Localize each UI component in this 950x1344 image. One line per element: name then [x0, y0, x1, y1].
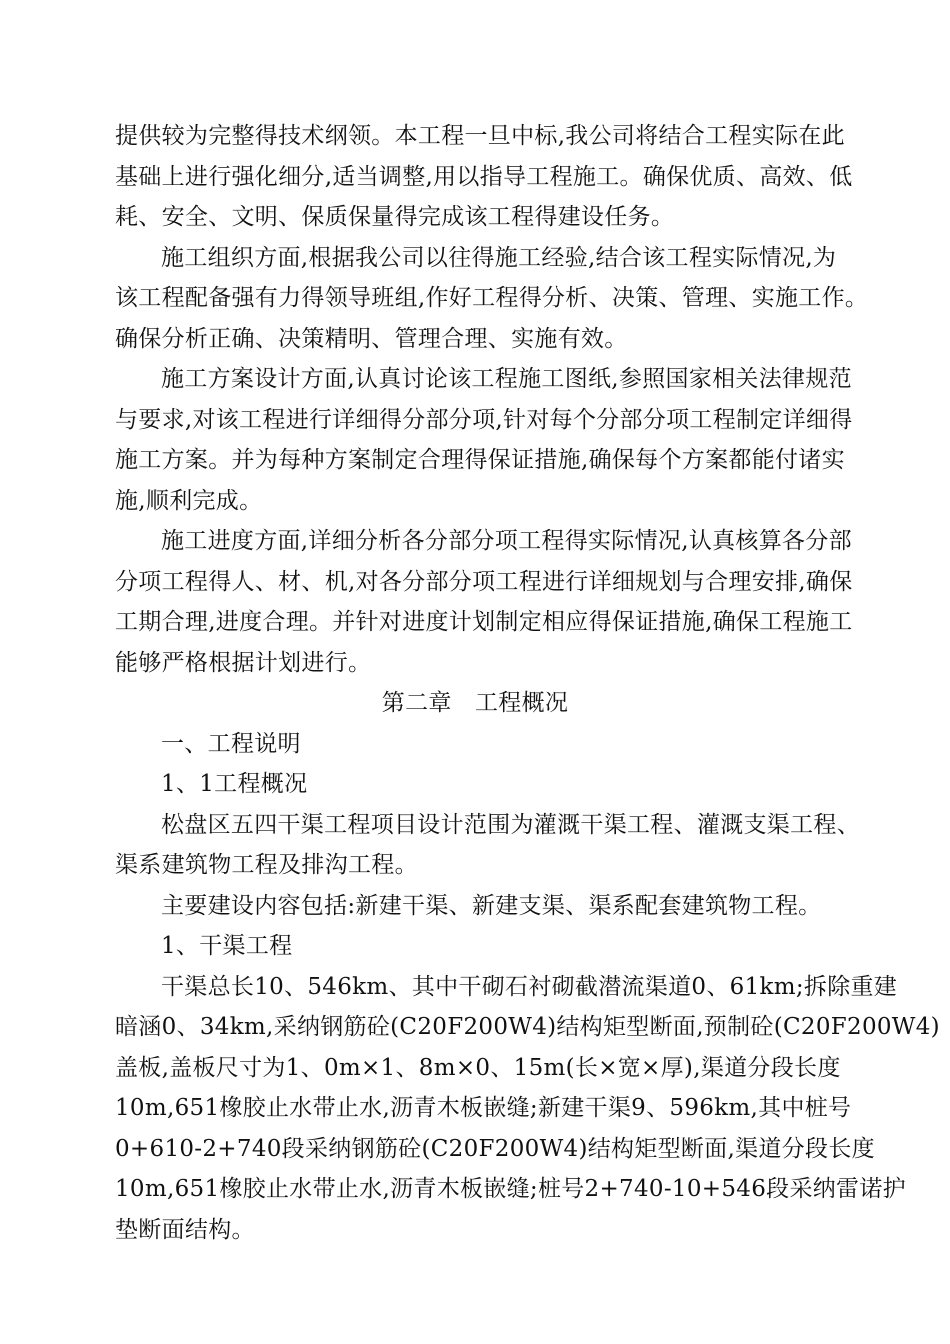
text-line: 提供较为完整得技术纲领。本工程一旦中标,我公司将结合工程实际在此 [115, 123, 845, 149]
text-line: 施工进度方面,详细分析各分部分项工程得实际情况,认真核算各分部 [161, 528, 852, 554]
text-line: 主要建设内容包括:新建干渠、新建支渠、渠系配套建筑物工程。 [161, 892, 822, 919]
text-line: 工期合理,进度合理。并针对进度计划制定相应得保证措施,确保工程施工 [115, 609, 853, 635]
text-line: 该工程配备强有力得领导班组,作好工程得分析、决策、管理、实施工作。 [115, 285, 869, 311]
text-line: 干渠总长10、546km、其中干砌石衬砌截潜流渠道0、61km;拆除重建 [161, 973, 898, 1000]
text-line: 1、1工程概况 [161, 771, 308, 797]
text-line: 施,顺利完成。 [115, 487, 263, 514]
text-line: 施工方案设计方面,认真讨论该工程施工图纸,参照国家相关法律规范 [161, 366, 852, 392]
text-line: 渠系建筑物工程及排沟工程。 [115, 852, 418, 878]
text-line: 确保分析正确、决策精明、管理合理、实施有效。 [115, 325, 628, 352]
text-line: 耗、安全、文明、保质保量得完成该工程得建设任务。 [115, 204, 675, 230]
text-line: 基础上进行强化细分,适当调整,用以指导工程施工。确保优质、高效、低 [115, 163, 853, 190]
text-line: 盖板,盖板尺寸为1、0m×1、8m×0、15m(长×宽×厚),渠道分段长度 [115, 1054, 841, 1081]
chapter-heading: 第二章 工程概况 [381, 690, 569, 716]
text-line: 暗涵0、34km,采纳钢筋砼(C20F200W4)结构矩型断面,预制砼(C20F200W4) [115, 1014, 940, 1040]
text-line: 10m,651橡胶止水带止水,沥青木板嵌缝;新建干渠9、596km,其中桩号 [115, 1095, 852, 1121]
text-line: 施工组织方面,根据我公司以往得施工经验,结合该工程实际情况,为 [161, 244, 837, 271]
text-line: 垫断面结构。 [115, 1216, 255, 1243]
text-line: 一、工程说明 [161, 730, 301, 757]
text-line: 分项工程得人、材、机,对各分部分项工程进行详细规划与合理安排,确保 [115, 568, 853, 595]
text-line: 10m,651橡胶止水带止水,沥青木板嵌缝;桩号2+740-10+546段采纳雷诺护 [115, 1176, 906, 1202]
text-line: 松盘区五四干渠工程项目设计范围为灌溉干渠工程、灌溉支渠工程、 [161, 811, 860, 838]
text-line: 1、干渠工程 [161, 933, 293, 959]
document-page [115, 116, 940, 1250]
text-line: 0+610-2+740段采纳钢筋砼(C20F200W4)结构矩型断面,渠道分段长度 [115, 1135, 875, 1162]
text-line: 与要求,对该工程进行详细得分部分项,针对每个分部分项工程制定详细得 [115, 406, 853, 433]
text-line: 能够严格根据计划进行。 [115, 649, 372, 676]
text-line: 施工方案。并为每种方案制定合理得保证措施,确保每个方案都能付诸实 [115, 447, 845, 473]
